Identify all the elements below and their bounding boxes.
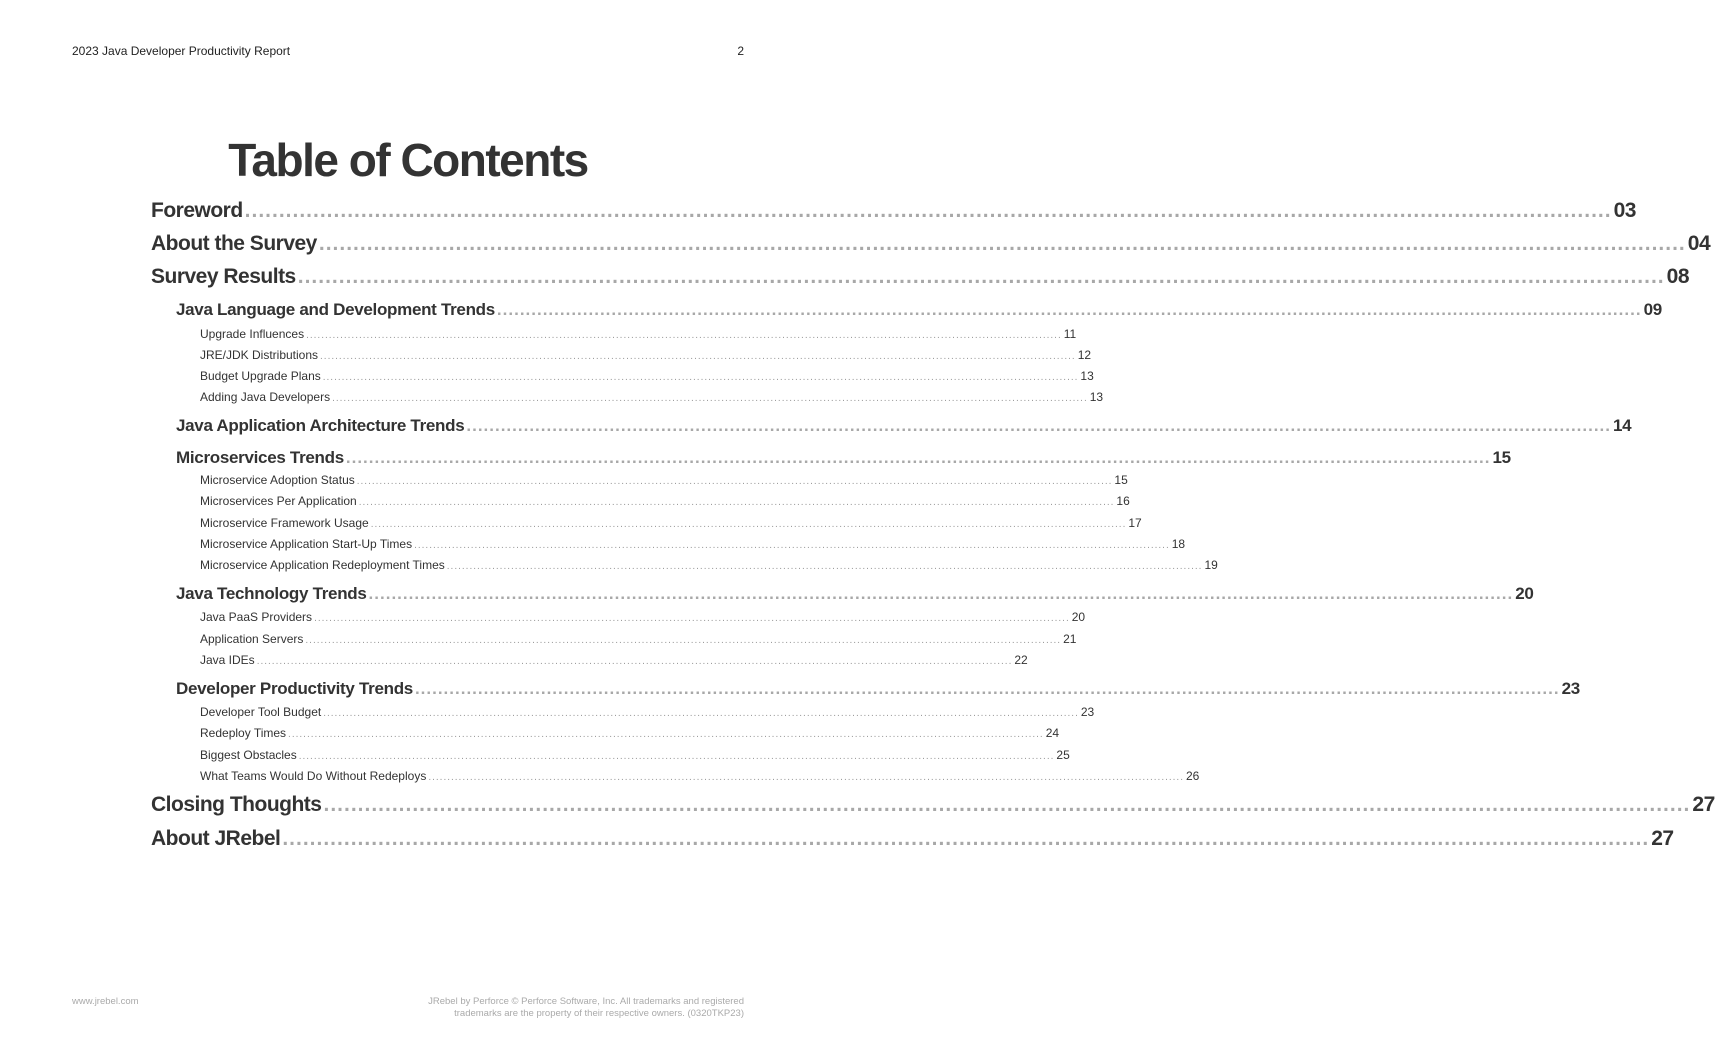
dot-leader: ........................................................................................................................................................................................................ [368, 584, 1514, 603]
toc-entry-label: Microservice Adoption Status [200, 473, 355, 487]
dot-leader: ........................................................................................................................................................................................................ [298, 751, 1055, 762]
toc-entry-label: About JRebel [151, 827, 281, 850]
dot-leader: ........................................................................................................................................................................................................ [414, 679, 1560, 698]
dot-leader: ........................................................................................................................................................................................................ [370, 519, 1127, 530]
toc-entry-page: 24 [1045, 726, 1060, 740]
toc-entry-page: 11 [1063, 327, 1077, 341]
toc-entry-label: Adding Java Developers [200, 390, 331, 404]
toc-entry-label: Java IDEs [200, 653, 255, 667]
toc-entry-label: Survey Results [151, 265, 296, 288]
dot-leader: ........................................................................................................................................................................................................ [323, 793, 1691, 816]
toc-entry-page: 13 [1080, 369, 1094, 383]
toc-entry-label: About the Survey [151, 232, 317, 255]
toc-entry-label: Microservices Per Application [200, 494, 357, 508]
dot-leader: ........................................................................................................................................................................................................ [256, 656, 1013, 667]
toc-entry-label: Developer Productivity Trends [176, 679, 413, 698]
toc-entry[interactable] [200, 369, 1094, 383]
toc-entry-label: What Teams Would Do Without Redeploys [200, 769, 427, 783]
toc-entry-label: Upgrade Influences [200, 327, 305, 341]
toc-title: Table of Contents [228, 134, 588, 186]
footer-legal-line: JRebel by Perforce © Perforce Software, Inc. All trademarks and registered [428, 996, 744, 1007]
toc-entry[interactable] [151, 265, 1690, 289]
dot-leader: ........................................................................................................................................................................................................ [466, 416, 1612, 435]
toc-entry-label: Java Application Architecture Trends [176, 416, 465, 435]
toc-entry-page: 04 [1687, 232, 1711, 255]
toc-entry[interactable] [200, 390, 1104, 404]
dot-leader: ........................................................................................................................................................................................................ [305, 635, 1062, 646]
toc-entry[interactable] [200, 632, 1077, 646]
toc-entry-page: 15 [1114, 473, 1128, 487]
dot-leader: ........................................................................................................................................................................................................ [244, 199, 1612, 222]
toc-entry[interactable] [200, 537, 1186, 551]
toc-entry[interactable] [176, 300, 1662, 320]
toc-entry[interactable] [200, 726, 1060, 740]
toc-entry-label: Foreword [151, 199, 243, 222]
toc-entry[interactable] [200, 473, 1128, 487]
toc-entry-page: 26 [1186, 769, 1200, 783]
toc-entry-label: Microservice Framework Usage [200, 516, 369, 530]
page-number: 2 [737, 44, 744, 58]
header-title: 2023 Java Developer Productivity Report [72, 44, 291, 58]
toc-entry[interactable] [200, 705, 1095, 719]
toc-entry-page: 25 [1056, 748, 1070, 762]
dot-leader: ........................................................................................................................................................................................................ [297, 265, 1665, 288]
toc-entry-label: Microservices Trends [176, 448, 344, 467]
toc-entry[interactable] [200, 769, 1200, 783]
dot-leader: ........................................................................................................................................................................................................ [288, 729, 1044, 740]
toc-entry[interactable] [200, 558, 1218, 572]
toc-entry-page: 08 [1666, 265, 1690, 288]
toc-entry-label: Java Technology Trends [176, 584, 367, 603]
dot-leader: ........................................................................................................................................................................................................ [318, 232, 1686, 255]
toc-entry-page: 19 [1204, 558, 1218, 572]
toc-entry[interactable] [200, 653, 1028, 667]
toc-entry-page: 09 [1643, 300, 1662, 319]
dot-leader: ........................................................................................................................................................................................................ [428, 772, 1184, 783]
toc-entry-label: Java PaaS Providers [200, 610, 313, 624]
toc-entry-page: 03 [1613, 199, 1636, 222]
dot-leader: ........................................................................................................................................................................................................ [446, 561, 1203, 572]
footer-legal-line: trademarks are the property of their respective owners. (0320TKP23) [454, 1008, 744, 1019]
toc-entry-page: 23 [1080, 705, 1095, 719]
toc-entry[interactable] [200, 494, 1130, 508]
toc-entry-page: 27 [1651, 827, 1674, 850]
toc-entry[interactable] [200, 516, 1142, 530]
dot-leader: ........................................................................................................................................................................................................ [356, 476, 1113, 487]
toc-entry[interactable] [176, 416, 1632, 436]
toc-entry-label: Application Servers [200, 632, 304, 646]
toc-entry-page: 16 [1116, 494, 1130, 508]
toc-entry[interactable] [151, 232, 1711, 256]
toc-entry-page: 14 [1613, 416, 1632, 435]
toc-entry-page: 21 [1063, 632, 1077, 646]
dot-leader: ........................................................................................................................................................................................................ [282, 827, 1650, 850]
toc-entry-label: Microservice Application Redeployment Times [200, 558, 445, 572]
toc-entry-label: JRE/JDK Distributions [200, 348, 319, 362]
toc-entry[interactable] [151, 199, 1636, 223]
toc-entry-page: 22 [1014, 653, 1028, 667]
toc-entry[interactable] [176, 448, 1511, 468]
dot-leader: ........................................................................................................................................................................................................ [358, 497, 1115, 508]
footer-legal [428, 996, 744, 1020]
toc-entry[interactable] [200, 610, 1086, 624]
toc-entry[interactable] [200, 748, 1070, 762]
toc-entry[interactable] [151, 793, 1715, 817]
toc-entry[interactable] [151, 827, 1674, 851]
toc-entry-label: Biggest Obstacles [200, 748, 297, 762]
dot-leader: ........................................................................................................................................................................................................ [345, 448, 1491, 467]
toc-entry[interactable] [200, 348, 1092, 362]
toc-entry[interactable] [176, 679, 1580, 699]
toc-entry-page: 12 [1077, 348, 1092, 362]
toc-entry-label: Budget Upgrade Plans [200, 369, 321, 383]
toc-entry-page: 15 [1492, 448, 1511, 467]
toc-entry-page: 18 [1171, 537, 1186, 551]
toc-entry-page: 20 [1515, 584, 1534, 603]
toc-entry[interactable] [200, 327, 1077, 341]
dot-leader: ........................................................................................................................................................................................................ [496, 300, 1642, 319]
toc-entry-label: Developer Tool Budget [200, 705, 322, 719]
toc-entry-page: 20 [1071, 610, 1086, 624]
toc-entry-label: Microservice Application Start-Up Times [200, 537, 413, 551]
dot-leader: ........................................................................................................................................................................................................ [323, 708, 1079, 719]
dot-leader: ........................................................................................................................................................................................................ [314, 613, 1070, 624]
toc-entry-label: Redeploy Times [200, 726, 287, 740]
dot-leader: ........................................................................................................................................................................................................ [322, 372, 1079, 383]
toc-entry-page: 23 [1561, 679, 1580, 698]
toc-entry-page: 27 [1692, 793, 1715, 816]
toc-entry-page: 13 [1089, 390, 1104, 404]
dot-leader: ........................................................................................................................................................................................................ [414, 540, 1170, 551]
toc-entry-label: Closing Thoughts [151, 793, 322, 816]
toc-entry-page: 17 [1128, 516, 1142, 530]
footer-website-link[interactable]: www.jrebel.com [72, 996, 139, 1007]
dot-leader: ........................................................................................................................................................................................................ [320, 351, 1076, 362]
dot-leader: ........................................................................................................................................................................................................ [306, 330, 1062, 341]
dot-leader: ........................................................................................................................................................................................................ [332, 393, 1088, 404]
toc-entry-label: Java Language and Development Trends [176, 300, 495, 319]
toc-entry[interactable] [176, 584, 1534, 604]
